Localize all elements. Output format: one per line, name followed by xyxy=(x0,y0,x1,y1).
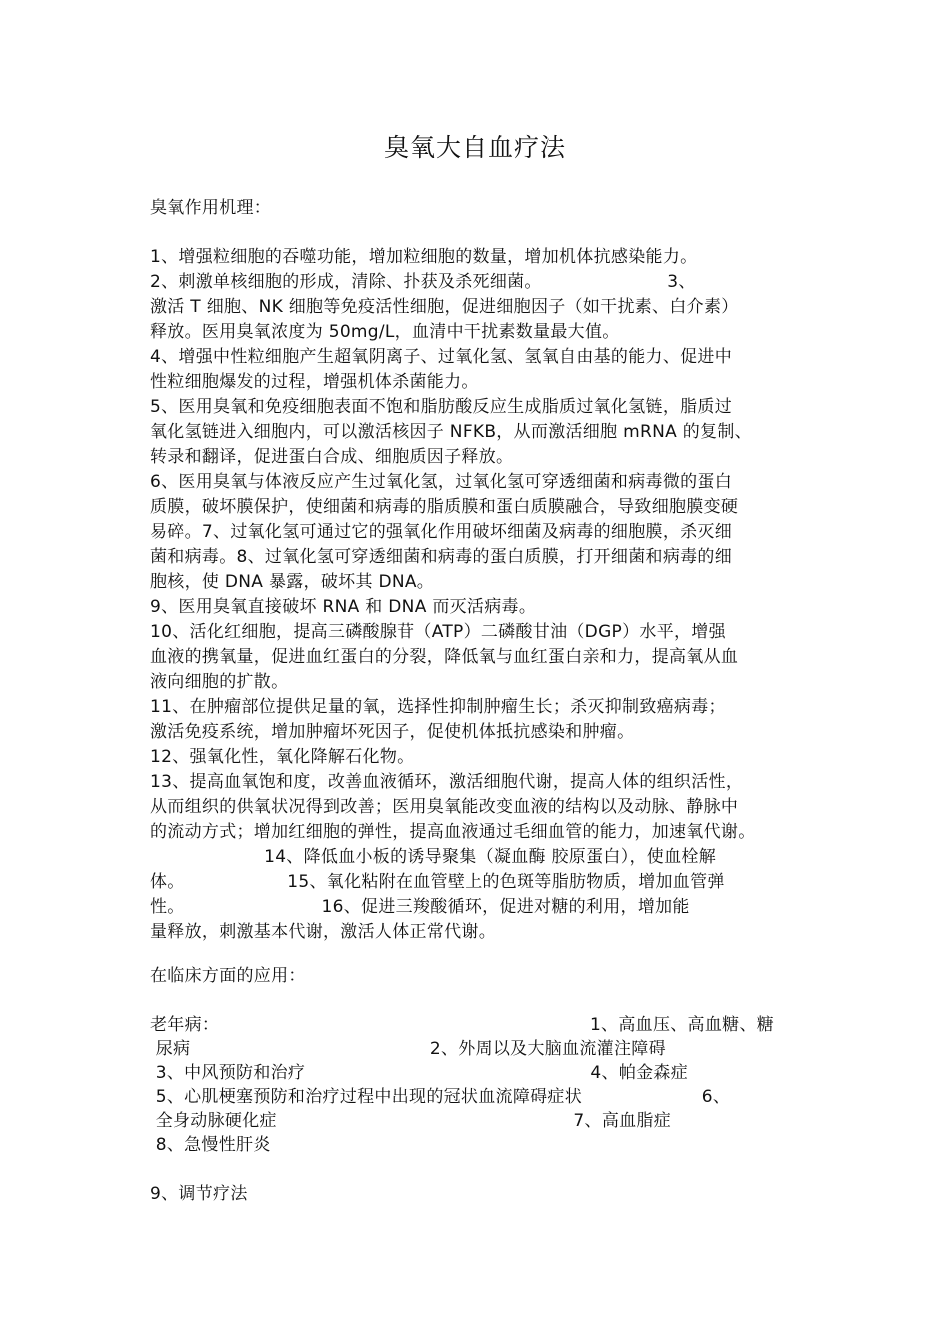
mechanism-line: 菌和病毒。8、过氧化氢可穿透细菌和病毒的蛋白质膜，打开细菌和病毒的细 xyxy=(150,547,733,567)
mechanism-line: 性粒细胞爆发的过程，增强机体杀菌能力。 xyxy=(150,372,479,392)
mechanism-line: 血液的携氧量，促进血红蛋白的分裂，降低氧与血红蛋白亲和力，提高氧从血 xyxy=(150,647,739,667)
mechanism-line: 14、降低血小板的诱导聚集（凝血酶 胶原蛋白），使血栓解 xyxy=(150,847,717,867)
mechanism-line: 体。 15、氧化粘附在血管壁上的色斑等脂肪物质，增加血管弹 xyxy=(150,872,725,892)
mechanism-line: 13、提高血氧饱和度，改善血液循环，激活细胞代谢，提高人体的组织活性， xyxy=(150,772,744,792)
mechanism-line: 释放。医用臭氧浓度为 50mg/L，血清中干扰素数量最大值。 xyxy=(150,322,620,342)
clinical-line: 8、急慢性肝炎 xyxy=(150,1135,271,1155)
mechanism-line: 易碎。7、过氧化氢可通过它的强氧化作用破坏细菌及病毒的细胞膜，杀灭细 xyxy=(150,522,733,542)
mechanism-line: 12、强氧化性，氧化降解石化物。 xyxy=(150,747,415,767)
clinical-line: 5、心肌梗塞预防和治疗过程中出现的冠状血流障碍症状 6、 xyxy=(150,1087,731,1107)
clinical-line: 尿病 2、外周以及大脑血流灌注障碍 xyxy=(150,1039,666,1059)
clinical-line: 老年病： 1、高血压、高血糖、糖 xyxy=(150,1015,775,1035)
mechanism-line: 4、增强中性粒细胞产生超氧阴离子、过氧化氢、氢氧自由基的能力、促进中 xyxy=(150,347,733,367)
final-item: 9、调节疗法 xyxy=(150,1184,248,1204)
mechanism-line: 从而组织的供氧状况得到改善；医用臭氧能改变血液的结构以及动脉、静脉中 xyxy=(150,797,739,817)
mechanism-line: 1、增强粒细胞的吞噬功能，增加粒细胞的数量，增加机体抗感染能力。 xyxy=(150,247,698,267)
mechanism-line: 激活免疫系统，增加肿瘤坏死因子，促使机体抵抗感染和肿瘤。 xyxy=(150,722,635,742)
mechanism-line: 性。 16、促进三羧酸循环，促进对糖的利用，增加能 xyxy=(150,897,690,917)
mechanism-line: 11、在肿瘤部位提供足量的氧，选择性抑制肿瘤生长；杀灭抑制致癌病毒； xyxy=(150,697,726,717)
mechanism-line: 液向细胞的扩散。 xyxy=(150,672,289,692)
document-title: 臭氧大自血疗法 xyxy=(383,133,566,162)
mechanism-line: 氧化氢链进入细胞内，可以激活核因子 NFKB，从而激活细胞 mRNA 的复制、 xyxy=(150,422,752,442)
mechanism-line: 的流动方式；增加红细胞的弹性，提高血液通过毛细血管的能力，加速氧代谢。 xyxy=(150,822,756,842)
mechanism-line: 6、医用臭氧与体液反应产生过氧化氢，过氧化氢可穿透细菌和病毒微的蛋白 xyxy=(150,472,733,492)
mechanism-line: 量释放，刺激基本代谢，激活人体正常代谢。 xyxy=(150,922,496,942)
mechanism-line: 转录和翻译，促进蛋白合成、细胞质因子释放。 xyxy=(150,447,514,467)
mechanism-line: 5、医用臭氧和免疫细胞表面不饱和脂肪酸反应生成脂质过氧化氢链，脂质过 xyxy=(150,397,733,417)
mechanism-line: 10、活化红细胞，提高三磷酸腺苷（ATP）二磷酸甘油（DGP）水平，增强 xyxy=(150,622,726,642)
mechanism-line: 激活 T 细胞、NK 细胞等免疫活性细胞，促进细胞因子（如干扰素、白介素） xyxy=(150,297,739,317)
section-heading-clinical: 在临床方面的应用： xyxy=(150,966,306,986)
mechanism-line: 胞核，使 DNA 暴露，破坏其 DNA。 xyxy=(150,572,435,592)
clinical-line: 3、中风预防和治疗 4、帕金森症 xyxy=(150,1063,689,1083)
clinical-line: 全身动脉硬化症 7、高血脂症 xyxy=(150,1111,672,1131)
section-heading-mechanism: 臭氧作用机理： xyxy=(150,198,272,218)
mechanism-line: 9、医用臭氧直接破坏 RNA 和 DNA 而灭活病毒。 xyxy=(150,597,537,617)
mechanism-line: 质膜，破坏膜保护，使细菌和病毒的脂质膜和蛋白质膜融合，导致细胞膜变硬 xyxy=(150,497,739,517)
mechanism-line: 2、刺激单核细胞的形成，清除、扑获及杀死细菌。 3、 xyxy=(150,272,696,292)
